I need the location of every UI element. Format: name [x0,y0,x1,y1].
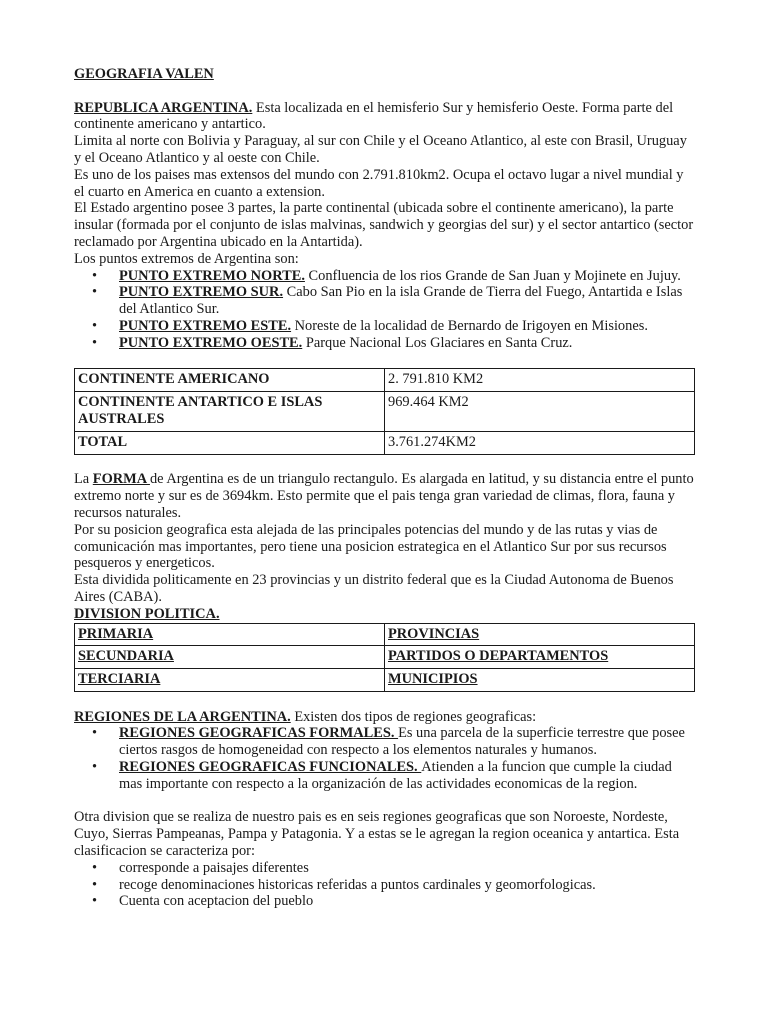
table-cell: CONTINENTE ANTARTICO E ISLAS AUSTRALES [75,392,385,432]
regions-list [74,725,696,792]
table-cell: PROVINCIAS [385,623,695,646]
division-table [74,623,695,692]
characteristics-list [74,860,696,910]
division-heading-text: DIVISION POLITICA. [74,605,220,622]
extreme-label: PUNTO EXTREMO ESTE. [119,317,292,334]
area-table [74,368,695,454]
table-cell: 2. 791.810 KM2 [385,369,695,392]
shape-label: FORMA [92,471,150,488]
spacer [74,793,696,810]
spacer [74,352,696,369]
region-label: REGIONES GEOGRAFICAS FORMALES. [119,725,399,742]
intro-text: Esta localizada en el hemisferio Sur y hemisferio Oeste. Forma parte del continente americano y antartico. [74,99,674,133]
parts-paragraph: El Estado argentino posee 3 partes, la parte continental (ubicada sobre el continente americano), la parte insular (formada por el conjunto de islas malvinas, sandwich y georgias del sur) y el sector antartico (sector reclamado por Argentina ubicado en la Antartida). [74,200,694,250]
list-item: • corresponde a paisajes diferentes [74,860,696,877]
extreme-label: PUNTO EXTREMO SUR. [119,284,284,301]
table-cell: CONTINENTE AMERICANO [75,369,385,392]
table-row [75,646,695,669]
intro-paragraph [74,100,696,134]
list-item: • Cuenta con aceptacion del pueblo [74,893,696,910]
position-paragraph: Por su posicion geografica esta alejada de las principales potencias del mundo y de las rutas y vias de comunicación mas importantes, pero tiene una posicion estrategica en el Atlantico Sur por sus recursos pesqueros y energeticos. [74,521,667,572]
spacer [74,83,696,100]
list-item [74,759,696,793]
title-text: GEOGRAFIA VALEN [74,66,214,82]
table-row [75,669,695,692]
spacer [74,455,696,472]
extension-paragraph: Es uno de los paises mas extensos del mundo con 2.791.810km2. Ocupa el octavo lugar a nivel mundial y el cuarto en America en cuanto a extension. [74,166,684,200]
shape-text: de Argentina es de un triangulo rectangulo. Es alargada en latitud, y su distancia entre el punto extremo norte y sur es de 3694km. Esto permite que el pais tenga gran variedad de climas, flora, fauna y recursos naturales. [74,471,694,521]
regions-paragraph [74,709,696,726]
list-item: • recoge denominaciones historicas referidas a puntos cardinales y geomorfologicas. [74,877,696,894]
list-item [74,725,696,759]
list-item [74,284,696,318]
extreme-text: Confluencia de los rios Grande de San Juan y Mojinete en Jujuy. [304,267,681,284]
shape-pre: La [74,471,93,488]
document-title [74,66,696,83]
extreme-text: Cabo San Pio en la isla Grande de Tierra del Fuego, Antartida e Islas del Atlantico Sur. [119,284,683,318]
extreme-label: PUNTO EXTREMO NORTE. [119,267,305,284]
table-cell: PARTIDOS O DEPARTAMENTOS [385,646,695,669]
table-cell: TOTAL [75,431,385,454]
extreme-text: Noreste de la localidad de Bernardo de Irigoyen en Misiones. [291,317,648,334]
region-text: Es una parcela de la superficie terrestre que posee ciertos rasgos de homogeneidad con respecto a los elementos naturales y humanos. [119,725,685,759]
list-item [74,268,696,285]
intro-heading: REPUBLICA ARGENTINA. [74,99,253,116]
extremes-intro: Los puntos extremos de Argentina son: [74,250,299,267]
extreme-text: Parque Nacional Los Glaciares en Santa Cruz. [302,334,573,351]
shape-paragraph [74,471,696,521]
table-cell: 969.464 KM2 [385,392,695,432]
other-division-paragraph: Otra division que se realiza de nuestro pais es en seis regiones geograficas que son Noroeste, Nordeste, Cuyo, Sierras Pampeanas, Pampa y Patagonia. Y a estas se le agregan la region oceanica y antartica. Esta clasificacion se caracteriza por: [74,809,680,860]
table-row [75,392,695,432]
provinces-paragraph: Esta dividida politicamente en 23 provincias y un distrito federal que es la Ciudad Autonoma de Buenos Aires (CABA). [74,572,674,605]
table-row [75,369,695,392]
table-cell: PRIMARIA [75,623,385,646]
document-page [74,66,696,910]
regions-text: Existen dos tipos de regiones geograficas: [290,708,537,725]
extreme-label: PUNTO EXTREMO OESTE. [119,334,303,351]
regions-heading: REGIONES DE LA ARGENTINA. [74,708,291,725]
extremes-list [74,268,696,352]
limits-paragraph: Limita al norte con Bolivia y Paraguay, al sur con Chile y el Oceano Atlantico, al este con Brasil, Uruguay y el Oceano Atlantico y al oeste con Chile. [74,133,687,166]
region-label: REGIONES GEOGRAFICAS FUNCIONALES. [119,759,422,776]
table-cell: TERCIARIA [75,669,385,692]
table-row [75,431,695,454]
table-cell: MUNICIPIOS [385,669,695,692]
spacer [74,692,696,709]
list-item [74,318,696,335]
division-heading [74,606,696,623]
region-text: Atienden a la funcion que cumple la ciudad mas importante con respecto a la organización de las actividades economicas de la region. [119,759,672,792]
table-row [75,623,695,646]
list-item [74,335,696,352]
table-cell: 3.761.274KM2 [385,431,695,454]
table-cell: SECUNDARIA [75,646,385,669]
